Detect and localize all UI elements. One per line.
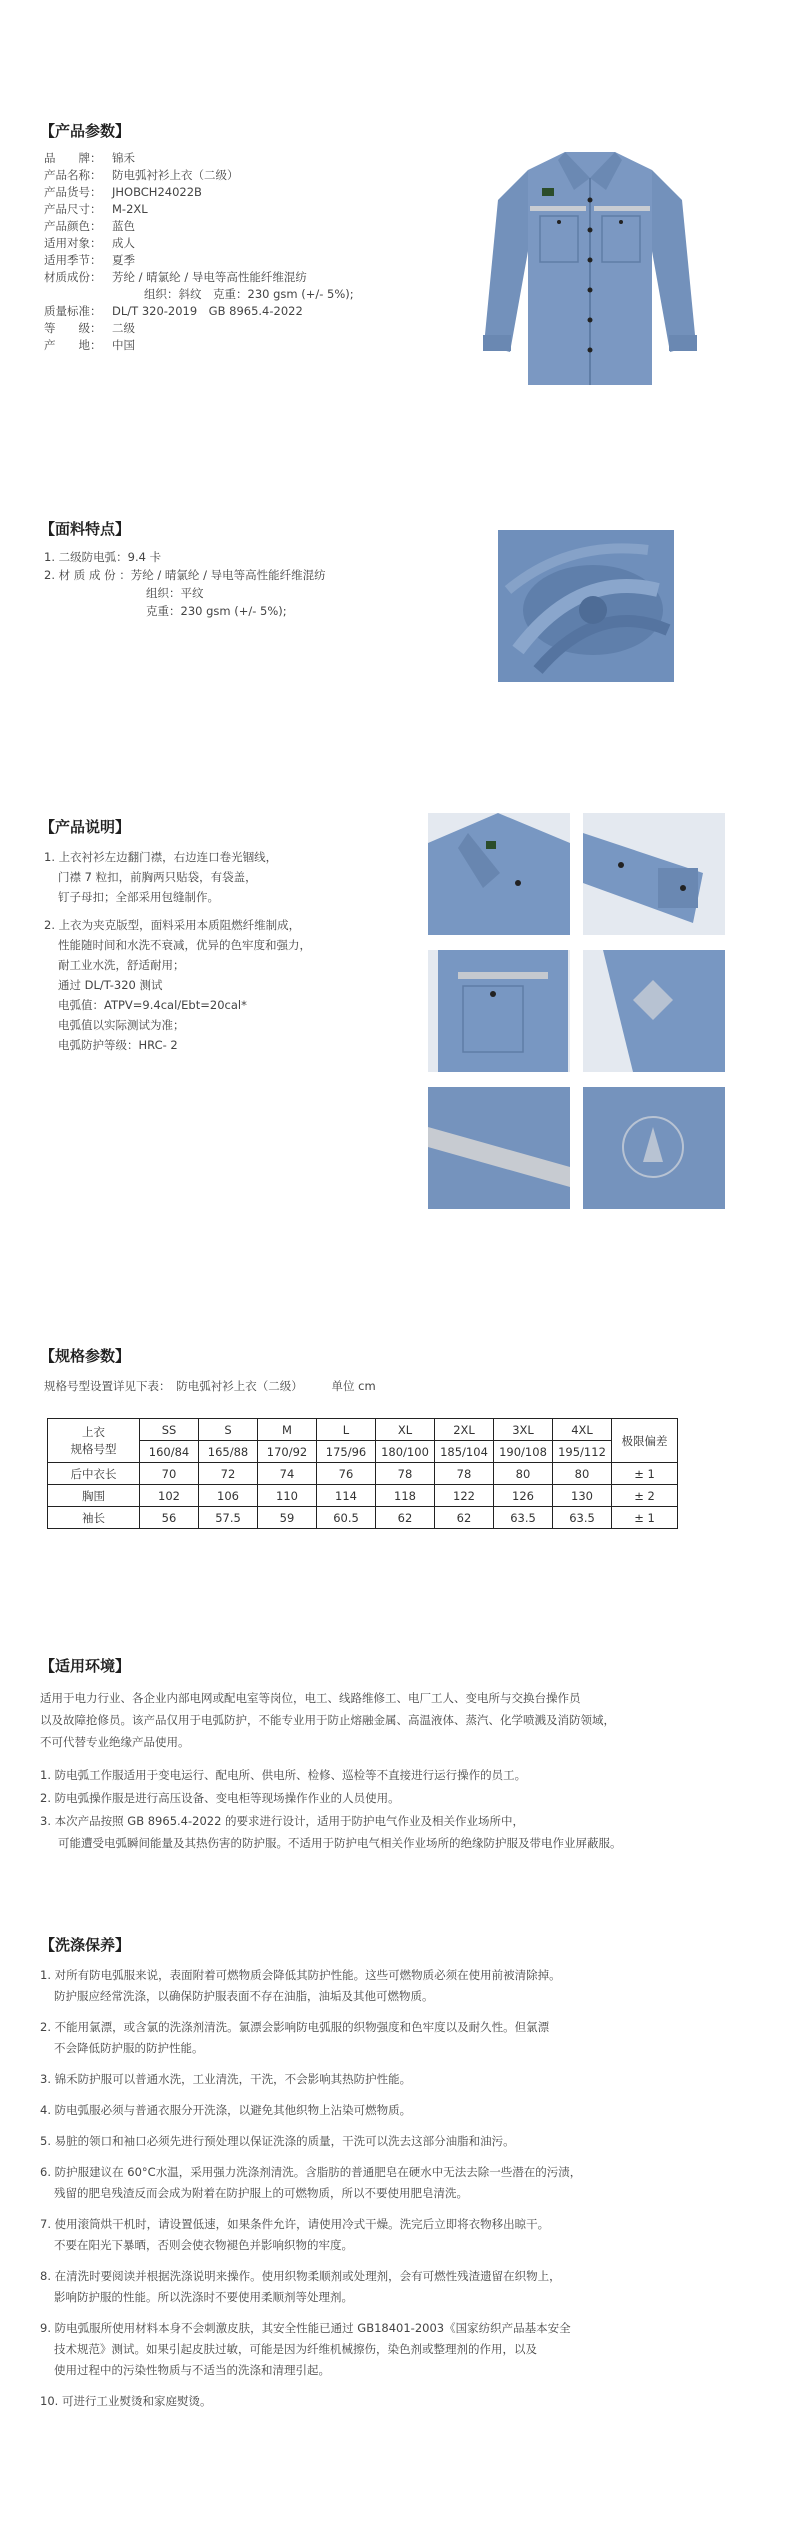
row-label-cell: 胸围	[48, 1485, 140, 1507]
param-key: 产 地：	[44, 338, 102, 352]
table-cell: 130	[553, 1485, 612, 1507]
fabric-line-3: 组织：平纹	[146, 586, 204, 600]
size-code-cell: 185/104	[435, 1441, 494, 1463]
table-row	[48, 1463, 678, 1485]
env-intro-line: 以及故障抢修员。该产品仅用于电弧防护，不能专业用于防止熔融金属、高温液体、蒸汽、化学喷溅及消防领域，	[40, 1713, 615, 1727]
care-item-line: 7. 使用滚筒烘干机时，请设置低速，如果条件允许，请使用冷式干燥。洗完后立即将衣物移出晾干。	[40, 2217, 550, 2231]
collar-detail-image	[428, 813, 570, 935]
size-cell: 4XL	[553, 1419, 612, 1441]
size-code-cell: 180/100	[376, 1441, 435, 1463]
param-value: 蓝色	[112, 219, 135, 233]
desc-line-4: 2. 上衣为夹克版型，面料采用本质阻燃纤维制成，	[44, 918, 301, 932]
env-item: 1. 防电弧工作服适用于变电运行、配电所、供电所、检修、巡检等不直接进行运行操作的员工。	[40, 1768, 527, 1782]
table-row	[48, 1507, 678, 1529]
table-cell: 118	[376, 1485, 435, 1507]
param-value: 组织：斜纹 克重：230 gsm (+/- 5%);	[144, 287, 354, 301]
env-item: 2. 防电弧操作服是进行高压设备、变电柜等现场操作作业的人员使用。	[40, 1791, 400, 1805]
table-cell: 76	[317, 1463, 376, 1485]
param-key: 产品颜色：	[44, 219, 102, 233]
param-row	[44, 285, 354, 303]
care-item-line: 9. 防电弧服所使用材料本身不会刺激皮肤，其安全性能已通过 GB18401-2003《国家纺织产品基本安全	[40, 2321, 571, 2335]
desc-line-8: 电弧值：ATPV=9.4cal/Ebt=20cal*	[58, 998, 247, 1012]
table-cell: 57.5	[199, 1507, 258, 1529]
param-value: 防电弧衬衫上衣（二级）	[112, 168, 239, 182]
env-intro-line: 适用于电力行业、各企业内部电网或配电室等岗位，电工、线路维修工、电厂工人、变电所与交换台操作员	[40, 1691, 581, 1705]
care-item-line: 4. 防电弧服必须与普通衣服分开洗涤，以避免其他织物上沾染可燃物质。	[40, 2103, 412, 2117]
desc-line-5: 性能随时间和水洗不衰减，优异的色牢度和强力，	[58, 938, 311, 952]
desc-line-2: 门襟 7 粒扣，前胸两只贴袋，有袋盖，	[58, 870, 257, 884]
size-cell: S	[199, 1419, 258, 1441]
tolerance-cell: ± 2	[612, 1485, 678, 1507]
param-key: 品 牌：	[44, 151, 102, 165]
care-item-line: 1. 对所有防电弧服来说，表面附着可燃物质会降低其防护性能。这些可燃物质必须在使用前被清除掉。	[40, 1968, 561, 1982]
table-cell: 106	[199, 1485, 258, 1507]
arc-logo-image	[583, 1087, 725, 1209]
param-value: M-2XL	[112, 202, 148, 216]
row-label-cell: 袖长	[48, 1507, 140, 1529]
table-cell: 122	[435, 1485, 494, 1507]
param-key: 等 级：	[44, 321, 102, 335]
size-code-cell: 170/92	[258, 1441, 317, 1463]
table-cell: 70	[140, 1463, 199, 1485]
size-code-cell: 160/84	[140, 1441, 199, 1463]
desc-line-9: 电弧值以实际测试为准；	[58, 1018, 185, 1032]
param-value: 中国	[112, 338, 135, 352]
care-item-line: 10. 可进行工业熨烫和家庭熨烫。	[40, 2394, 212, 2408]
table-cell: 114	[317, 1485, 376, 1507]
table-header-label: 规格号型	[70, 1441, 117, 1456]
tolerance-cell: ± 1	[612, 1507, 678, 1529]
care-title: 【洗涤保养】	[40, 1936, 131, 1954]
table-cell: 80	[494, 1463, 553, 1485]
param-row	[44, 302, 303, 320]
param-value: DL/T 320-2019 GB 8965.4-2022	[112, 304, 303, 318]
env-title: 【适用环境】	[40, 1657, 131, 1675]
care-item-line: 技术规范》测试。如果引起皮肤过敏，可能是因为纤维机械擦伤，染色剂或整理剂的作用，以及	[54, 2342, 537, 2356]
param-key: 质量标准：	[44, 304, 102, 318]
care-item-line: 使用过程中的污染性物质与不适当的洗涤和清理引起。	[54, 2363, 330, 2377]
care-item-line: 防护服应经常洗涤，以确保防护服表面不存在油脂，油垢及其他可燃物质。	[54, 1989, 434, 2003]
fabric-line-2: 2. 材 质 成 份 ：芳纶 / 晴氯纶 / 导电等高性能纤维混纺	[44, 568, 326, 582]
desc-line-10: 电弧防护等级：HRC- 2	[58, 1038, 178, 1052]
param-key: 材质成份：	[44, 270, 102, 284]
table-header-label: 上衣	[82, 1424, 105, 1439]
size-code-cell: 165/88	[199, 1441, 258, 1463]
size-code-cell: 175/96	[317, 1441, 376, 1463]
size-cell: 2XL	[435, 1419, 494, 1441]
table-cell: 80	[553, 1463, 612, 1485]
pocket-detail-image	[428, 950, 570, 1072]
care-item-line: 3. 锦禾防护服可以普通水洗，工业清洗，干洗，不会影响其热防护性能。	[40, 2072, 412, 2086]
tolerance-cell: ± 1	[612, 1463, 678, 1485]
table-cell: 56	[140, 1507, 199, 1529]
table-cell: 78	[435, 1463, 494, 1485]
size-code-cell: 190/108	[494, 1441, 553, 1463]
param-key: 产品货号：	[44, 185, 102, 199]
table-cell: 72	[199, 1463, 258, 1485]
table-cell: 62	[435, 1507, 494, 1529]
param-key: 产品名称：	[44, 168, 102, 182]
env-item: 3. 本次产品按照 GB 8965.4-2022 的要求进行设计，适用于防护电气作业及相关作业场所中，	[40, 1814, 525, 1828]
table-cell: 59	[258, 1507, 317, 1529]
size-code-cell: 195/112	[553, 1441, 612, 1463]
param-value: 二级	[112, 321, 135, 335]
spec-title: 【规格参数】	[40, 1347, 131, 1365]
table-cell: 60.5	[317, 1507, 376, 1529]
care-item-line: 不会降低防护服的防护性能。	[54, 2041, 204, 2055]
care-item-line: 2. 不能用氯漂，或含氯的洗涤剂清洗。氯漂会影响防电弧服的织物强度和色牢度以及耐久性。但氯漂	[40, 2020, 550, 2034]
param-row	[44, 319, 135, 337]
size-cell: SS	[140, 1419, 199, 1441]
param-row	[44, 217, 135, 235]
care-item-line: 不要在阳光下暴晒，否则会使衣物褪色并影响织物的牢度。	[54, 2238, 353, 2252]
size-cell: L	[317, 1419, 376, 1441]
fabric-title: 【面料特点】	[40, 520, 131, 538]
fabric-line-1: 1. 二级防电弧：9.4 卡	[44, 550, 162, 564]
param-row	[44, 268, 307, 286]
fabric-closeup-image	[498, 530, 674, 682]
desc-title: 【产品说明】	[40, 818, 131, 836]
desc-line-3: 钉子母扣；全部采用包缝制作。	[58, 890, 219, 904]
fabric-line-4: 克重：230 gsm (+/- 5%);	[146, 604, 287, 618]
table-header-cell	[48, 1419, 140, 1463]
table-cell: 63.5	[494, 1507, 553, 1529]
table-cell: 78	[376, 1463, 435, 1485]
param-value: 芳纶 / 晴氯纶 / 导电等高性能纤维混纺	[112, 270, 307, 284]
tolerance-header: 极限偏差	[612, 1419, 678, 1463]
env-intro-line: 不可代替专业绝缘产品使用。	[40, 1735, 190, 1749]
param-key: 产品尺寸：	[44, 202, 102, 216]
table-cell: 102	[140, 1485, 199, 1507]
table-cell: 62	[376, 1507, 435, 1529]
size-cell: 3XL	[494, 1419, 553, 1441]
param-value: 锦禾	[112, 151, 135, 165]
table-row	[48, 1441, 678, 1463]
table-cell: 74	[258, 1463, 317, 1485]
param-row	[44, 166, 239, 184]
care-item-line: 6. 防护服建议在 60°C水温，采用强力洗涤剂清洗。含脂肪的普通肥皂在硬水中无法去除一些潜在的污渍，	[40, 2165, 582, 2179]
table-row	[48, 1485, 678, 1507]
param-value: JHOBCH24022B	[112, 185, 202, 199]
reflective-strip-image	[428, 1087, 570, 1209]
size-cell: XL	[376, 1419, 435, 1441]
param-key: 适用对象：	[44, 236, 102, 250]
sleeve-detail-image	[583, 950, 725, 1072]
table-cell: 63.5	[553, 1507, 612, 1529]
care-item-line: 影响防护服的性能。所以洗涤时不要使用柔顺剂等处理剂。	[54, 2290, 353, 2304]
param-row	[44, 251, 135, 269]
row-label-cell: 后中衣长	[48, 1463, 140, 1485]
care-item-line: 8. 在清洗时要阅读并根据洗涤说明来操作。使用织物柔顺剂或处理剂，会有可燃性残渣遗留在织物上，	[40, 2269, 561, 2283]
param-value: 成人	[112, 236, 135, 250]
param-row	[44, 234, 135, 252]
param-row	[44, 336, 135, 354]
table-cell: 110	[258, 1485, 317, 1507]
desc-line-7: 通过 DL/T-320 测试	[58, 978, 163, 992]
params-title: 【产品参数】	[40, 122, 131, 140]
param-key: 适用季节：	[44, 253, 102, 267]
size-cell: M	[258, 1419, 317, 1441]
care-item-line: 5. 易脏的领口和袖口必须先进行预处理以保证洗涤的质量，干洗可以洗去这部分油脂和油污。	[40, 2134, 515, 2148]
spec-subtitle: 规格号型设置详见下表： 防电弧衬衫上衣（二级） 单位 cm	[44, 1379, 376, 1393]
desc-line-6: 耐工业水洗，舒适耐用；	[58, 958, 185, 972]
spec-table	[47, 1418, 678, 1529]
shirt-product-image	[470, 130, 710, 395]
care-item-line: 残留的肥皂残渣反而会成为附着在防护服上的可燃物质，所以不要使用肥皂清洗。	[54, 2186, 468, 2200]
table-row	[48, 1419, 678, 1441]
env-item: 可能遭受电弧瞬间能量及其热伤害的防护服。不适用于防护电气相关作业场所的绝缘防护服及带电作业屏蔽服。	[58, 1836, 622, 1850]
param-row	[44, 149, 135, 167]
param-value: 夏季	[112, 253, 135, 267]
cuff-detail-image	[583, 813, 725, 935]
desc-line-1: 1. 上衣衬衫左边翻门襟，右边连口卷光锢线，	[44, 850, 278, 864]
param-row	[44, 183, 202, 201]
table-cell: 126	[494, 1485, 553, 1507]
param-row	[44, 200, 148, 218]
